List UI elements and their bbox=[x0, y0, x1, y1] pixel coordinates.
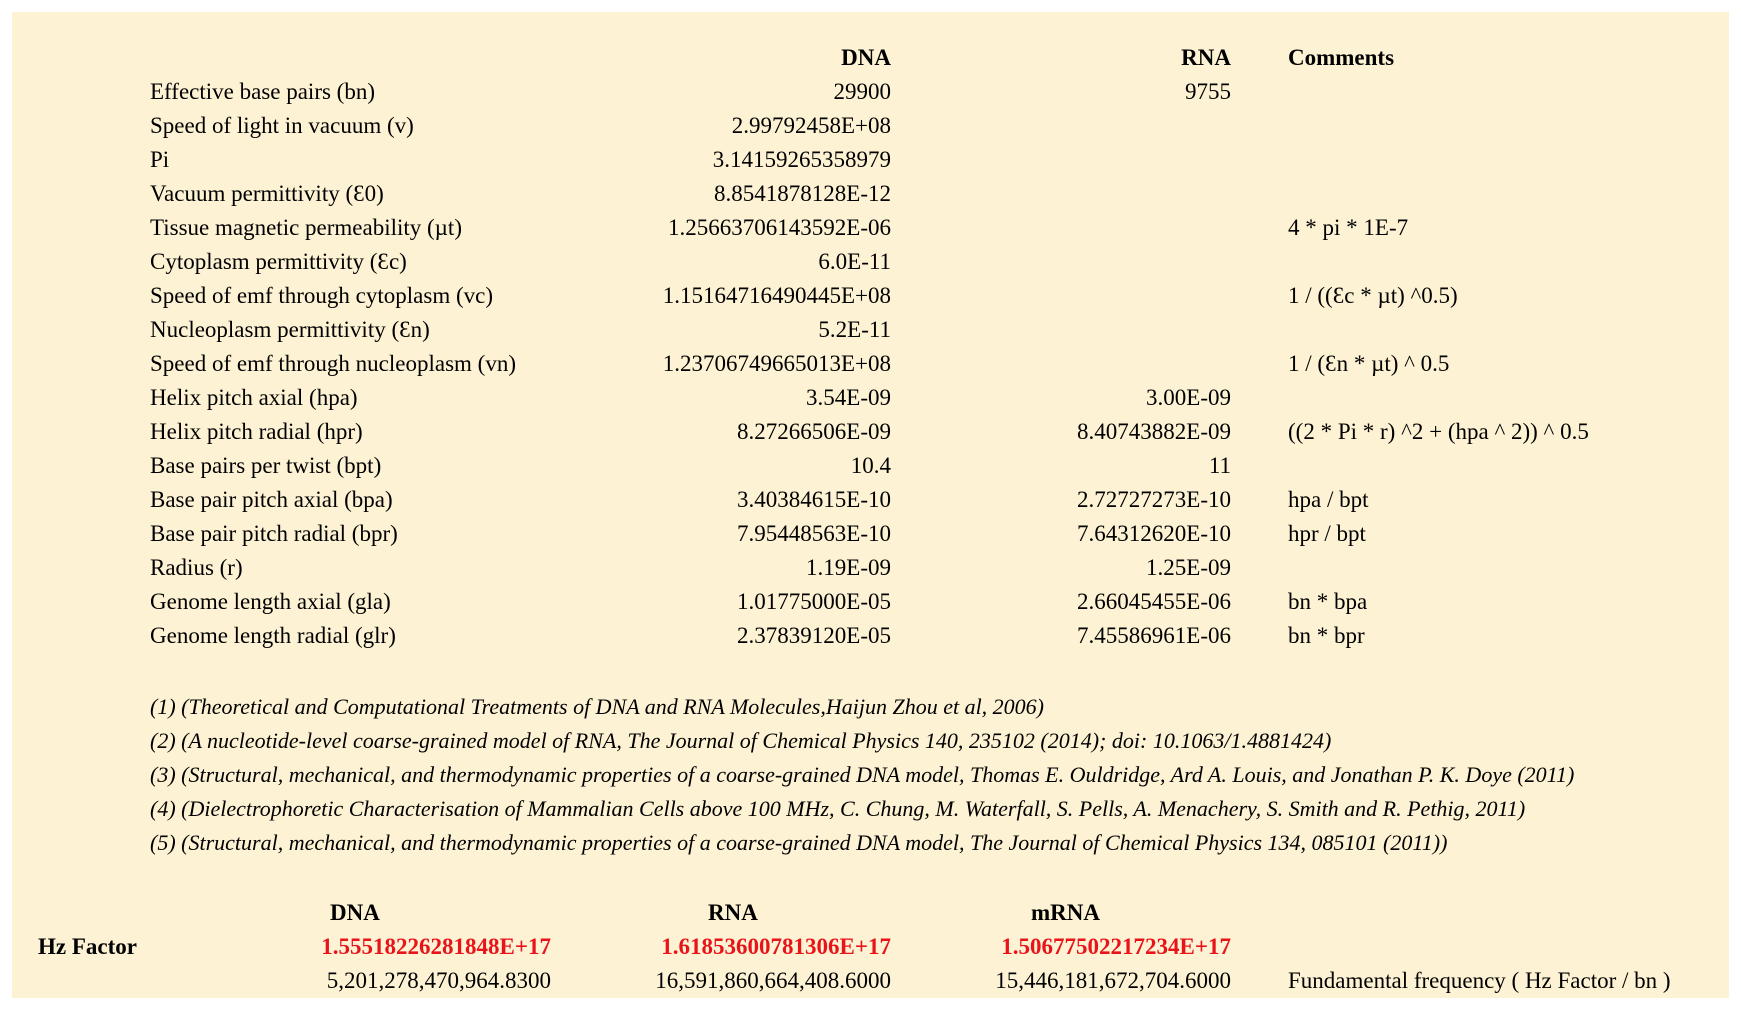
row-comment: ((2 * Pi * r) ^2 + (hpa ^ 2)) ^ 0.5 bbox=[1288, 419, 1589, 444]
row-rna-value: 11 bbox=[1208, 453, 1231, 478]
row-dna-value: 2.99792458E+08 bbox=[731, 113, 891, 138]
row-rna-value: 1.25E-09 bbox=[1146, 555, 1231, 580]
row-dna-value: 8.27266506E-09 bbox=[737, 419, 891, 444]
fundamental-dna: 5,201,278,470,964.8300 bbox=[326, 968, 551, 993]
row-label: Base pair pitch axial (bpa) bbox=[150, 487, 393, 512]
row-label: Effective base pairs (bn) bbox=[150, 79, 376, 104]
row-rna-value: 8.40743882E-09 bbox=[1077, 419, 1231, 444]
column-header-comments: Comments bbox=[1288, 45, 1395, 70]
reference-item: (2) (A nucleotide-level coarse-grained model of RNA, The Journal of Chemical Physics 140, 235102 (2014); doi: 10.1063/1.4881424) bbox=[150, 728, 1332, 753]
hz-factor-rna: 1.61853600781306E+17 bbox=[661, 934, 891, 959]
reference-item: (4) (Dielectrophoretic Characterisation of Mammalian Cells above 100 MHz, C. Chung, M. Waterfall, S. Pells, A. Menachery, S. Smith and R. Pethig, 2011) bbox=[150, 796, 1526, 821]
hz-header-mrna: mRNA bbox=[1031, 900, 1100, 925]
row-dna-value: 1.25663706143592E-06 bbox=[668, 215, 891, 240]
reference-item: (1) (Theoretical and Computational Treatments of DNA and RNA Molecules,Haijun Zhou et al, 2006) bbox=[150, 694, 1045, 719]
fundamental-mrna: 15,446,181,672,704.6000 bbox=[995, 968, 1231, 993]
row-label: Cytoplasm permittivity (Ɛc) bbox=[150, 249, 407, 274]
row-comment: bn * bpr bbox=[1288, 623, 1365, 648]
row-rna-value: 2.72727273E-10 bbox=[1077, 487, 1231, 512]
column-header-dna: DNA bbox=[841, 45, 891, 70]
row-label: Speed of emf through nucleoplasm (vn) bbox=[150, 351, 516, 376]
hz-header-dna: DNA bbox=[330, 900, 380, 925]
row-label: Helix pitch radial (hpr) bbox=[150, 419, 363, 444]
row-dna-value: 8.8541878128E-12 bbox=[714, 181, 891, 206]
row-label: Speed of light in vacuum (v) bbox=[150, 113, 414, 138]
row-dna-value: 1.19E-09 bbox=[806, 555, 891, 580]
row-dna-value: 3.54E-09 bbox=[806, 385, 891, 410]
row-rna-value: 9755 bbox=[1185, 79, 1231, 104]
row-dna-value: 10.4 bbox=[850, 453, 891, 478]
row-label: Base pair pitch radial (bpr) bbox=[150, 521, 398, 546]
row-comment: hpr / bpt bbox=[1288, 521, 1366, 546]
row-label: Base pairs per twist (bpt) bbox=[150, 453, 382, 478]
row-comment: bn * bpa bbox=[1288, 589, 1368, 614]
row-dna-value: 3.40384615E-10 bbox=[737, 487, 891, 512]
hz-factor-label: Hz Factor bbox=[38, 934, 137, 959]
row-label: Nucleoplasm permittivity (Ɛn) bbox=[150, 317, 430, 342]
hz-factor-dna: 1.55518226281848E+17 bbox=[321, 934, 551, 959]
row-comment: hpa / bpt bbox=[1288, 487, 1369, 512]
hz-factor-mrna: 1.50677502217234E+17 bbox=[1001, 934, 1231, 959]
row-label: Helix pitch axial (hpa) bbox=[150, 385, 358, 410]
hz-header-rna: RNA bbox=[708, 900, 758, 925]
fundamental-frequency-label: Fundamental frequency ( Hz Factor / bn ) bbox=[1288, 968, 1671, 993]
column-header-rna: RNA bbox=[1181, 45, 1231, 70]
row-dna-value: 1.01775000E-05 bbox=[737, 589, 891, 614]
row-label: Radius (r) bbox=[150, 555, 243, 580]
row-label: Vacuum permittivity (Ɛ0) bbox=[150, 181, 384, 206]
row-rna-value: 2.66045455E-06 bbox=[1077, 589, 1231, 614]
row-dna-value: 6.0E-11 bbox=[818, 249, 891, 274]
row-dna-value: 7.95448563E-10 bbox=[737, 521, 891, 546]
row-comment: 4 * pi * 1E-7 bbox=[1288, 215, 1409, 240]
row-label: Pi bbox=[150, 147, 170, 172]
row-rna-value: 7.45586961E-06 bbox=[1077, 623, 1231, 648]
row-label: Speed of emf through cytoplasm (vc) bbox=[150, 283, 493, 308]
row-label: Tissue magnetic permeability (µt) bbox=[150, 215, 462, 240]
reference-item: (5) (Structural, mechanical, and thermodynamic properties of a coarse-grained DNA model, The Journal of Chemical Physics 134, 085101 (2011)) bbox=[150, 830, 1448, 855]
row-dna-value: 2.37839120E-05 bbox=[737, 623, 891, 648]
row-comment: 1 / ((Ɛc * µt) ^0.5) bbox=[1288, 283, 1458, 308]
fundamental-rna: 16,591,860,664,408.6000 bbox=[655, 968, 891, 993]
row-dna-value: 29900 bbox=[833, 79, 891, 104]
reference-item: (3) (Structural, mechanical, and thermodynamic properties of a coarse-grained DNA model, Thomas E. Ouldridge, Ard A. Louis, and Jonathan P. K. Doye (2011) bbox=[150, 762, 1575, 787]
row-comment: 1 / (Ɛn * µt) ^ 0.5 bbox=[1288, 351, 1450, 376]
row-dna-value: 1.15164716490445E+08 bbox=[662, 283, 891, 308]
row-dna-value: 1.23706749665013E+08 bbox=[662, 351, 891, 376]
row-dna-value: 3.14159265358979 bbox=[712, 147, 891, 172]
row-label: Genome length radial (glr) bbox=[150, 623, 396, 648]
row-dna-value: 5.2E-11 bbox=[818, 317, 891, 342]
row-rna-value: 3.00E-09 bbox=[1146, 385, 1231, 410]
row-label: Genome length axial (gla) bbox=[150, 589, 391, 614]
row-rna-value: 7.64312620E-10 bbox=[1077, 521, 1231, 546]
